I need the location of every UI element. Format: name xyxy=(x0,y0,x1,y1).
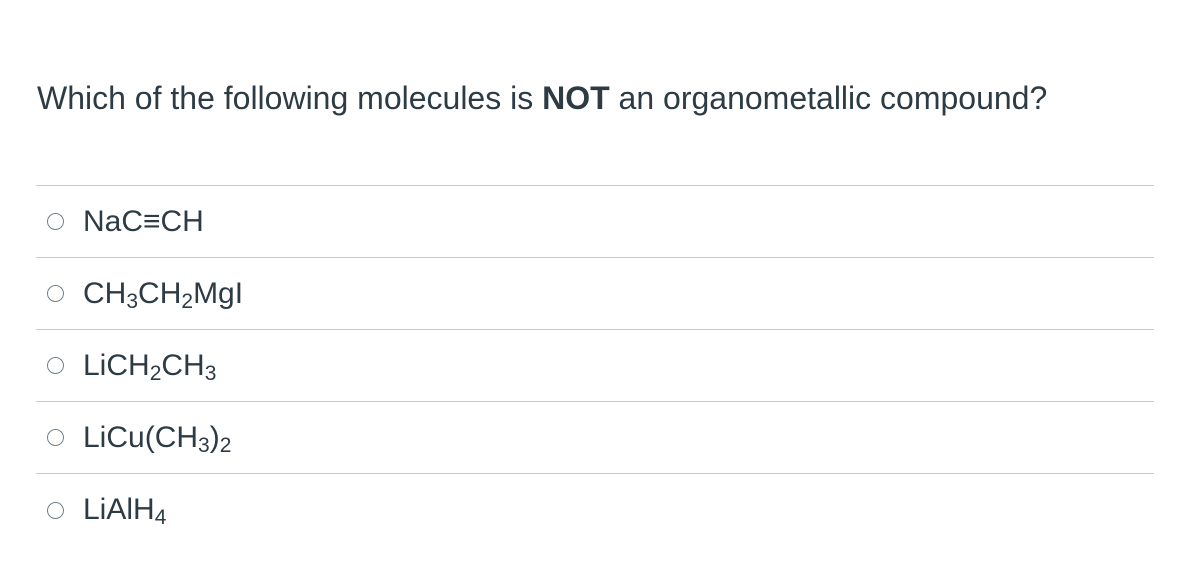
answer-label: $LiCu(CH_3)_2$ xyxy=(83,420,232,457)
answer-list xyxy=(36,185,1154,546)
radio-button[interactable] xyxy=(47,213,64,230)
answer-option-5[interactable] xyxy=(36,474,1154,546)
radio-button[interactable] xyxy=(47,357,64,374)
answer-label: $CH_3CH_2MgI$ xyxy=(83,276,244,313)
answer-option-1[interactable] xyxy=(36,186,1154,258)
answer-option-2[interactable] xyxy=(36,258,1154,330)
radio-button[interactable] xyxy=(47,285,64,302)
question-suffix: an organometallic compound? xyxy=(609,80,1048,116)
radio-button[interactable] xyxy=(47,429,64,446)
radio-button[interactable] xyxy=(47,502,64,519)
answer-label: LiAlH$_4$ xyxy=(83,493,167,529)
answer-option-3[interactable] xyxy=(36,330,1154,402)
answer-label: $LiCH_2CH_3$ xyxy=(83,348,217,385)
question-prefix: Which of the following molecules is xyxy=(37,80,543,116)
question-emphasis: NOT xyxy=(542,80,610,116)
answer-option-4[interactable] xyxy=(36,402,1154,474)
answer-label: NaC≡CH xyxy=(83,204,204,238)
question-text xyxy=(37,78,1047,118)
